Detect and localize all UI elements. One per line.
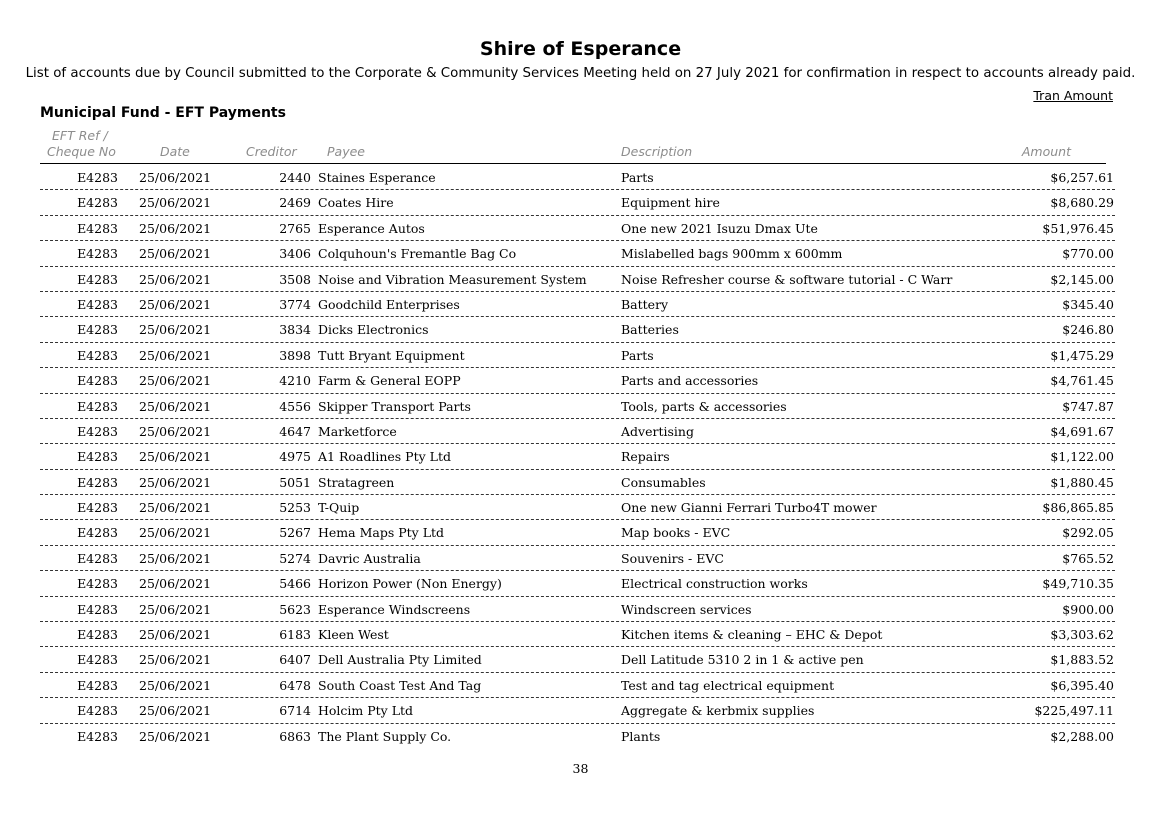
cell-creditor: 4210: [279, 373, 311, 389]
table-row: [40, 444, 1115, 469]
cell-date: 25/06/2021: [139, 627, 212, 643]
cell-amount: $49,710.35: [1042, 576, 1114, 592]
cell-description: Equipment hire: [621, 195, 720, 211]
cell-eft-ref: E4283: [77, 627, 118, 643]
cell-amount: $747.87: [1062, 398, 1114, 414]
cell-date: 25/06/2021: [139, 703, 212, 719]
cell-amount: $2,288.00: [1050, 728, 1114, 744]
cell-creditor: 5051: [279, 474, 311, 490]
table-row: [40, 673, 1115, 698]
cell-date: 25/06/2021: [139, 347, 212, 363]
cell-date: 25/06/2021: [139, 449, 212, 465]
cell-creditor: 6407: [279, 652, 311, 668]
cell-payee: Tutt Bryant Equipment: [318, 347, 465, 363]
cell-date: 25/06/2021: [139, 373, 212, 389]
cell-date: 25/06/2021: [139, 728, 212, 744]
cell-amount: $4,761.45: [1050, 373, 1114, 389]
cell-description: Parts: [621, 347, 654, 363]
table-row: [40, 495, 1115, 520]
cell-creditor: 3898: [279, 347, 311, 363]
cell-description: Windscreen services: [621, 601, 752, 617]
cell-eft-ref: E4283: [77, 525, 118, 541]
cell-eft-ref: E4283: [77, 296, 118, 312]
cell-creditor: 3774: [279, 296, 311, 312]
cell-amount: $6,257.61: [1050, 170, 1114, 185]
cell-payee: Davric Australia: [318, 550, 421, 566]
cell-eft-ref: E4283: [77, 677, 118, 693]
cell-creditor: 5466: [279, 576, 311, 592]
cell-description: Map books - EVC: [621, 525, 731, 541]
cell-description: One new 2021 Isuzu Dmax Ute: [621, 220, 818, 236]
cell-amount: $3,303.62: [1050, 627, 1114, 643]
cell-description: One new Gianni Ferrari Turbo4T mower: [621, 500, 877, 516]
cell-amount: $1,122.00: [1050, 449, 1114, 465]
cell-payee: Hema Maps Pty Ltd: [318, 525, 445, 541]
cell-amount: $8,680.29: [1050, 195, 1114, 211]
cell-eft-ref: E4283: [77, 195, 118, 211]
cell-payee: Dicks Electronics: [318, 322, 429, 338]
header-ref-line1: EFT Ref /: [52, 128, 108, 143]
cell-amount: $1,883.52: [1050, 652, 1114, 668]
cell-eft-ref: E4283: [77, 170, 118, 185]
cell-eft-ref: E4283: [77, 347, 118, 363]
table-row: [40, 241, 1115, 266]
cell-eft-ref: E4283: [77, 500, 118, 516]
cell-amount: $770.00: [1062, 246, 1114, 262]
cell-payee: Noise and Vibration Measurement System: [318, 271, 587, 287]
cell-payee: Holcim Pty Ltd: [318, 703, 414, 719]
cell-eft-ref: E4283: [77, 373, 118, 389]
cell-eft-ref: E4283: [77, 576, 118, 592]
header-divider: [40, 163, 1106, 164]
cell-creditor: 3406: [279, 246, 311, 262]
table-row: [40, 394, 1115, 419]
payments-table: [40, 165, 1115, 748]
cell-amount: $86,865.85: [1042, 500, 1114, 516]
section-heading: Municipal Fund - EFT Payments: [40, 105, 286, 121]
cell-payee: Skipper Transport Parts: [318, 398, 471, 414]
cell-creditor: 6863: [279, 728, 311, 744]
table-row: [40, 190, 1115, 215]
table-row: [40, 216, 1115, 241]
cell-creditor: 6714: [279, 703, 311, 719]
header-ref-line2: Cheque No: [47, 144, 116, 159]
cell-date: 25/06/2021: [139, 170, 212, 185]
cell-eft-ref: E4283: [77, 423, 118, 439]
cell-eft-ref: E4283: [77, 449, 118, 465]
cell-creditor: 6478: [279, 677, 311, 693]
cell-creditor: 5274: [279, 550, 311, 566]
table-row: [40, 317, 1115, 342]
cell-eft-ref: E4283: [77, 652, 118, 668]
cell-amount: $2,145.00: [1050, 271, 1114, 287]
cell-payee: Kleen West: [318, 627, 389, 643]
cell-creditor: 5253: [279, 500, 311, 516]
cell-date: 25/06/2021: [139, 246, 212, 262]
table-row: [40, 343, 1115, 368]
cell-date: 25/06/2021: [139, 601, 212, 617]
cell-amount: $765.52: [1062, 550, 1114, 566]
cell-description: Mislabelled bags 900mm x 600mm: [621, 246, 843, 262]
table-row: [40, 571, 1115, 596]
cell-description: Souvenirs - EVC: [621, 550, 724, 566]
cell-eft-ref: E4283: [77, 550, 118, 566]
table-row: [40, 368, 1115, 393]
cell-description: Plants: [621, 728, 661, 744]
document-subtitle: List of accounts due by Council submitted to the Corporate & Community Services Meeting held on 27 July 2021 for confirmation in respect to accounts already paid.: [25, 66, 1136, 81]
cell-description: Battery: [621, 296, 669, 312]
cell-payee: Esperance Autos: [318, 220, 425, 236]
cell-amount: $900.00: [1062, 601, 1114, 617]
cell-payee: Esperance Windscreens: [318, 601, 471, 617]
document-title: Shire of Esperance: [479, 38, 682, 60]
table-row: [40, 724, 1115, 748]
cell-payee: Farm & General EOPP: [318, 373, 461, 389]
cell-description: Tools, parts & accessories: [621, 398, 787, 414]
cell-payee: T-Quip: [318, 500, 360, 516]
table-row: [40, 292, 1115, 317]
cell-description: Consumables: [621, 474, 706, 490]
cell-description: Advertising: [621, 423, 694, 439]
cell-amount: $6,395.40: [1050, 677, 1114, 693]
cell-creditor: 5623: [279, 601, 311, 617]
cell-creditor: 6183: [279, 627, 311, 643]
table-row: [40, 546, 1115, 571]
cell-eft-ref: E4283: [77, 398, 118, 414]
table-row: [40, 698, 1115, 723]
cell-creditor: 2440: [279, 170, 311, 185]
cell-eft-ref: E4283: [77, 728, 118, 744]
cell-date: 25/06/2021: [139, 322, 212, 338]
cell-payee: Goodchild Enterprises: [318, 296, 460, 312]
cell-description: Parts: [621, 170, 654, 185]
cell-creditor: 4647: [279, 423, 311, 439]
cell-amount: $51,976.45: [1042, 220, 1114, 236]
cell-payee: The Plant Supply Co.: [318, 728, 452, 744]
cell-amount: $1,880.45: [1050, 474, 1114, 490]
cell-creditor: 4556: [279, 398, 311, 414]
cell-description: Kitchen items & cleaning – EHC & Depot: [621, 627, 883, 643]
cell-eft-ref: E4283: [77, 220, 118, 236]
header-amount: Amount: [1021, 144, 1071, 159]
table-row: [40, 267, 1115, 292]
cell-description: Batteries: [621, 322, 679, 338]
cell-eft-ref: E4283: [77, 322, 118, 338]
cell-creditor: 2765: [279, 220, 311, 236]
cell-date: 25/06/2021: [139, 677, 212, 693]
cell-amount: $225,497.11: [1034, 703, 1114, 719]
cell-description: Parts and accessories: [621, 373, 759, 389]
cell-date: 25/06/2021: [139, 195, 212, 211]
cell-description: Noise Refresher course & software tutorial - C Warr: [621, 271, 953, 287]
cell-date: 25/06/2021: [139, 423, 212, 439]
cell-payee: Horizon Power (Non Energy): [318, 576, 502, 592]
table-row: [40, 622, 1115, 647]
cell-payee: Stratagreen: [318, 474, 395, 490]
cell-amount: $4,691.67: [1050, 423, 1114, 439]
cell-date: 25/06/2021: [139, 525, 212, 541]
cell-description: Electrical construction works: [621, 576, 808, 592]
page-number: 38: [572, 761, 589, 776]
cell-amount: $345.40: [1062, 296, 1114, 312]
cell-date: 25/06/2021: [139, 500, 212, 516]
cell-creditor: 2469: [279, 195, 311, 211]
cell-date: 25/06/2021: [139, 576, 212, 592]
cell-date: 25/06/2021: [139, 652, 212, 668]
cell-amount: $1,475.29: [1050, 347, 1114, 363]
cell-date: 25/06/2021: [139, 271, 212, 287]
cell-creditor: 3834: [279, 322, 311, 338]
cell-payee: Marketforce: [318, 423, 397, 439]
cell-creditor: 4975: [279, 449, 311, 465]
table-row: [40, 520, 1115, 545]
table-row: [40, 647, 1115, 672]
cell-description: Test and tag electrical equipment: [621, 677, 835, 693]
cell-eft-ref: E4283: [77, 474, 118, 490]
tran-amount-link[interactable]: Tran Amount: [1033, 88, 1113, 103]
table-row: [40, 597, 1115, 622]
cell-payee: Dell Australia Pty Limited: [318, 652, 482, 668]
table-row: [40, 470, 1115, 495]
cell-eft-ref: E4283: [77, 271, 118, 287]
cell-date: 25/06/2021: [139, 220, 212, 236]
cell-eft-ref: E4283: [77, 703, 118, 719]
header-description: Description: [621, 144, 693, 159]
header-date: Date: [160, 144, 190, 159]
cell-eft-ref: E4283: [77, 601, 118, 617]
table-row: [40, 419, 1115, 444]
cell-amount: $246.80: [1062, 322, 1114, 338]
cell-date: 25/06/2021: [139, 550, 212, 566]
cell-payee: Coates Hire: [318, 195, 394, 211]
cell-creditor: 5267: [279, 525, 311, 541]
cell-payee: Colquhoun's Fremantle Bag Co: [318, 246, 517, 262]
cell-description: Repairs: [621, 449, 670, 465]
cell-date: 25/06/2021: [139, 474, 212, 490]
cell-description: Aggregate & kerbmix supplies: [621, 703, 815, 719]
cell-date: 25/06/2021: [139, 398, 212, 414]
cell-eft-ref: E4283: [77, 246, 118, 262]
table-row: [40, 165, 1115, 190]
cell-description: Dell Latitude 5310 2 in 1 & active pen: [621, 652, 864, 668]
cell-creditor: 3508: [279, 271, 311, 287]
header-creditor: Creditor: [246, 144, 297, 159]
cell-payee: A1 Roadlines Pty Ltd: [318, 449, 451, 465]
cell-date: 25/06/2021: [139, 296, 212, 312]
cell-payee: Staines Esperance: [318, 170, 436, 185]
cell-amount: $292.05: [1062, 525, 1114, 541]
header-payee: Payee: [327, 144, 365, 159]
cell-payee: South Coast Test And Tag: [318, 677, 482, 693]
